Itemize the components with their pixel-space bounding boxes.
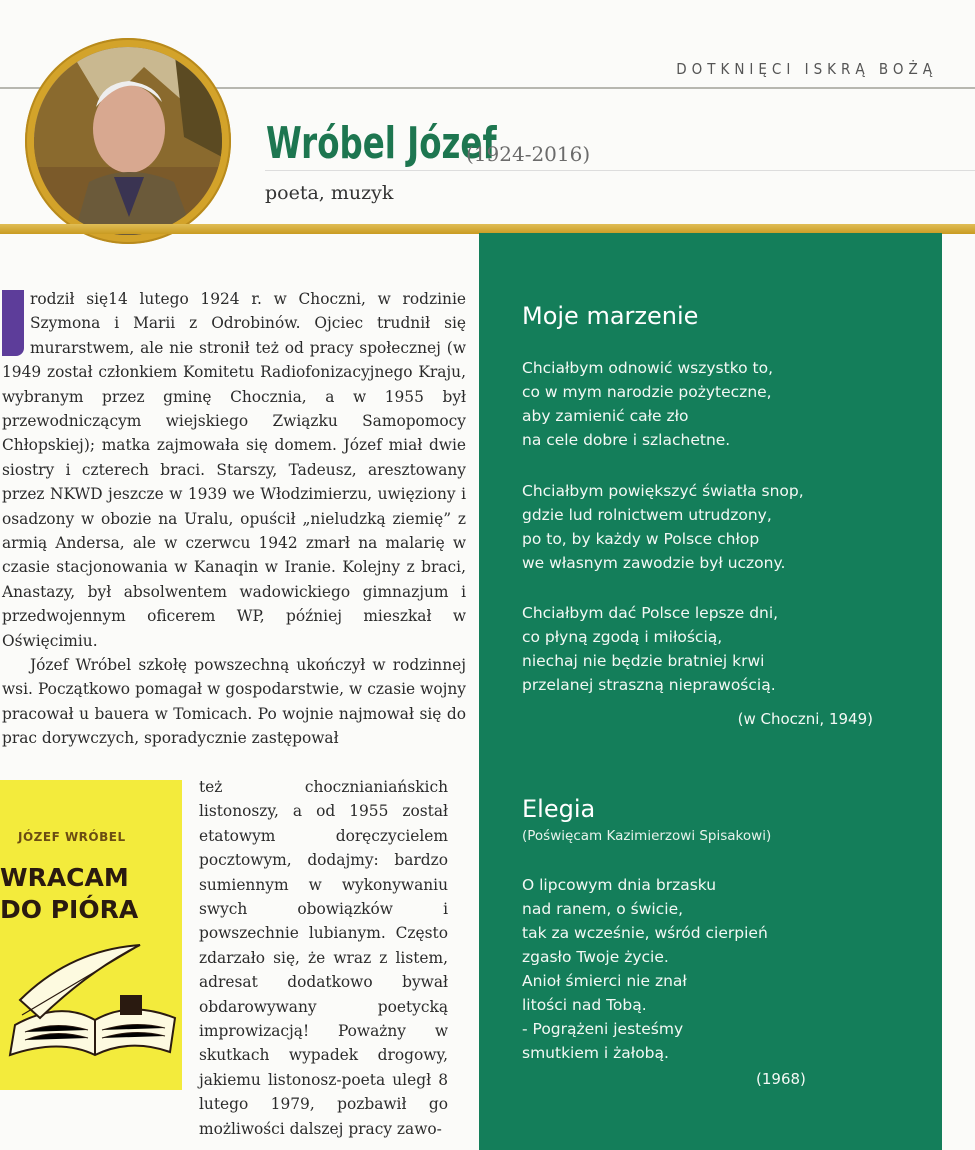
dropcap-u [2, 290, 24, 356]
poem-line: co płyną zgodą i miłością, [522, 628, 723, 646]
poem-line: zgasło Twoje życie. [522, 948, 669, 966]
poem-1-stanza-3 [522, 601, 778, 697]
poem-1-stanza-2 [522, 479, 804, 575]
poem-line: O lipcowym dnia brzasku [522, 876, 717, 894]
open-book-quill-icon [0, 940, 182, 1070]
poem-line: co w mym narodzie pożyteczne, [522, 383, 772, 401]
poem-line: Anioł śmierci nie znał [522, 972, 687, 990]
poem-line: nad ranem, o świcie, [522, 900, 684, 918]
poem-2-title: Elegia [522, 795, 596, 823]
poem-2-dedication: (Poświęcam Kazimierzowi Spisakowi) [522, 828, 772, 844]
poem-line: po to, by każdy w Polsce chłop [522, 530, 760, 548]
poem-line: Chciałbym powiększyć światła snop, [522, 482, 804, 500]
person-role: poeta, muzyk [265, 182, 394, 204]
poem-line: na cele dobre i szlachetne. [522, 431, 731, 449]
poem-line: Chciałbym dać Polsce lepsze dni, [522, 604, 779, 622]
person-name: Wróbel Józef [266, 118, 497, 169]
poem-line: we własnym zawodzie był uczony. [522, 554, 786, 572]
book-author: JÓZEF WRÓBEL [18, 830, 126, 844]
paragraph-text: rodził się14 lutego 1924 r. w Choczni, w rodzinie Szymona i Marii z Odrobinów. Ojciec trudnił się murarstwem, ale nie stronił też od pracy społecznej (w 1949 został członkiem Komitetu Radiofonizacyjnego Kraju, wybranym przez gminę Chocznia, a w 1955 był przewodniczącym wiejskiego Związku Samopomocy Chłopskiej); matka zajmowała się domem. Józef miał dwie siostry i czterech braci. Starszy, Tadeusz, aresztowany przez NKWD jeszcze w 1939 we Włodzimierzu, uwięziony i osadzony w obozie na Uralu, opuścił „nieludzką ziemię” z armią Andersa, ale w czerwcu 1942 zmarł na malarię w czasie stacjonowania w Kanaqin w Iranie. Kolejny z braci, Anastazy, był absolwentem wadowickiego gimnazjum i przedwojennym oficerem WP, później mieszkał w Oświęcimiu. [2, 290, 466, 650]
portrait-photo [25, 38, 231, 244]
biography-paragraph-3: też chocznianiańskich listonoszy, a od 1955 został etatowym doręczycielem pocztowym, dodajmy: bardzo sumiennym w wykonywaniu swych obowiązków i powszechnie lubianym. Często zdarzało się, że wraz z listem, adresat dodatkowo bywał obdarowywany poetycką improwizacją! Poważny w skutkach wypadek drogowy, jakiemu listonosz-poeta uległ 8 lutego 1979, pozbawił go możliwości dalszej pracy zawo- [199, 778, 448, 1138]
poem-2-signature: (1968) [756, 1070, 806, 1088]
poem-1-title: Moje marzenie [522, 302, 699, 330]
poem-line: przelanej straszną nieprawością. [522, 676, 776, 694]
book-title: WRACAM DO PIÓRA [0, 863, 139, 924]
person-years: (1924-2016) [466, 142, 591, 166]
biography-paragraph-1 [2, 287, 466, 653]
poem-2-stanza-1 [522, 873, 768, 1065]
title-rule [265, 170, 975, 171]
poem-line: Chciałbym odnowić wszystko to, [522, 359, 774, 377]
poem-line: tak za wcześnie, wśród cierpień [522, 924, 768, 942]
section-label: DOTKNIĘCI ISKRĄ BOŻĄ [676, 60, 937, 78]
book-cover [0, 780, 182, 1090]
poem-1-stanza-1 [522, 356, 773, 452]
poem-line: smutkiem i żałobą. [522, 1044, 669, 1062]
poem-line: litości nad Tobą. [522, 996, 647, 1014]
poem-line: - Pogrążeni jesteśmy [522, 1020, 684, 1038]
poem-line: niechaj nie będzie bratniej krwi [522, 652, 765, 670]
poem-1-signature: (w Choczni, 1949) [737, 710, 873, 728]
biography-paragraph-2: Józef Wróbel szkołę powszechną ukończył w rodzinnej wsi. Początkowo pomagał w gospodarstwie, w czasie wojny pracował u bauera w Tomicach. Po wojnie najmował się do prac dorywczych, sporadycznie zastępował [2, 656, 466, 748]
poem-line: gdzie lud rolnictwem utrudzony, [522, 506, 772, 524]
poem-line: aby zamienić całe zło [522, 407, 689, 425]
